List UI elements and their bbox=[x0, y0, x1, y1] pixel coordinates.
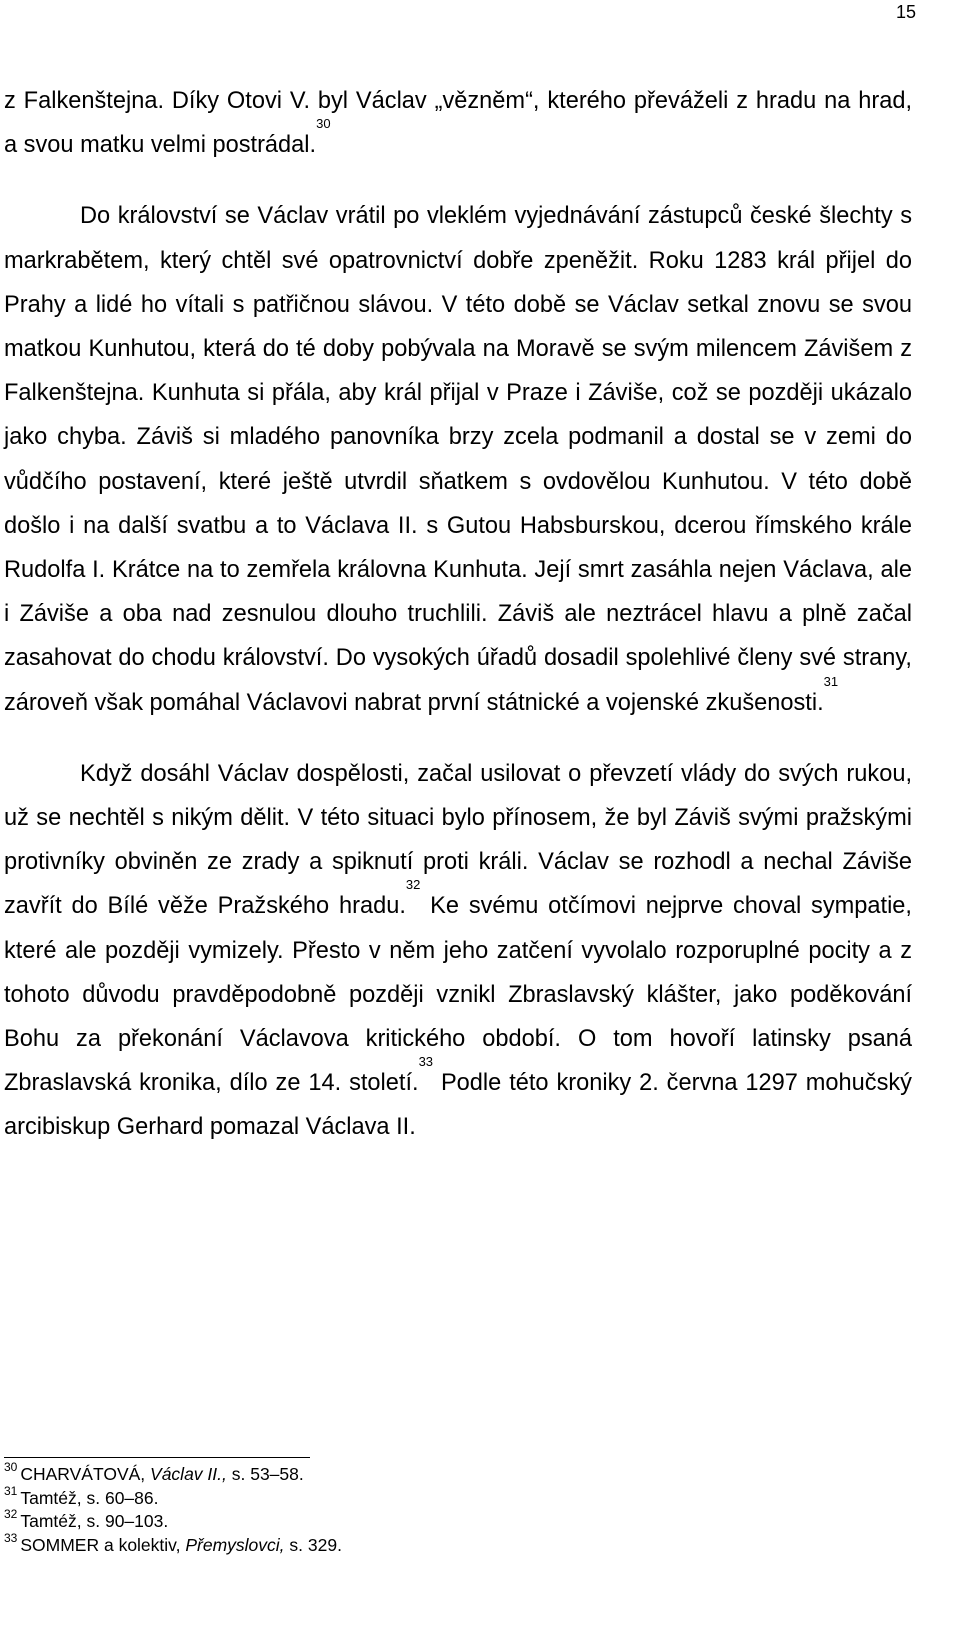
footnote-ref-33[interactable]: 33 bbox=[418, 1054, 434, 1070]
footnote-text: Tamtéž, s. 90–103. bbox=[20, 1511, 169, 1531]
paragraph-text: Ke svému otčímovi nejprve choval sympatie, které ale později vymizely. Přesto v něm jeho zatčení vyvolalo rozporuplné pocity a z tohoto důvodu pravděpodobně později vznikl Zbraslavský klášter, jako poděkování Bohu za překonání Václavova kritického období. O tom hovoří latinsky psaná Zbraslavská kronika, dílo ze 14. století. bbox=[4, 893, 912, 1097]
footnote-separator bbox=[4, 1457, 310, 1458]
paragraph-2 bbox=[4, 194, 912, 724]
footnote-number: 32 bbox=[4, 1507, 18, 1521]
footnote-text: SOMMER a kolektiv, bbox=[20, 1534, 186, 1555]
paragraph-text: Podle této kroniky 2. června 1297 mohučský arcibiskup Gerhard pomazal Václava II. bbox=[4, 1070, 912, 1141]
footnote-31 bbox=[4, 1483, 904, 1511]
footnote-title: Přemyslovci, bbox=[185, 1534, 285, 1555]
body-text bbox=[4, 79, 912, 1150]
paragraph-3 bbox=[4, 752, 912, 1150]
page-number: 15 bbox=[895, 2, 916, 22]
paragraph-text: Když dosáhl Václav dospělosti, začal usilovat o převzetí vlády do svých rukou, už se nechtěl s nikým dělit. V této situaci bylo přínosem, že byl Záviš svými pražskými protivníky obviněn ze zrady a spiknutí proti králi. Václav se rozhodl a nechal Záviše zavřít do Bílé věže Pražského hradu. bbox=[4, 760, 912, 920]
footnote-ref-31[interactable]: 31 bbox=[823, 673, 839, 689]
footnote-pages: s. 53–58. bbox=[226, 1464, 304, 1484]
footnote-number: 31 bbox=[4, 1483, 18, 1498]
footnote-32 bbox=[4, 1507, 904, 1534]
paragraph-text: Do království se Václav vrátil po vleklém vyjednávání zástupců české šlechty s markrabětem, který chtěl své opatrovnictví dobře zpeněžit. Roku 1283 král přijel do Prahy a lidé ho vítali s patřičnou slávou. V této době se Václav setkal znovu se svou matkou Kunhutou, která do té doby pobývala na Moravě se svým milencem Závišem z Falkenštejna. Kunhuta si přála, aby král přijal v Praze i Záviše, což se později ukázalo jako chyba. Záviš si mladého panovníka brzy zcela podmanil a dostal se v zemi do vůdčího postavení, které ještě utvrdil sňatkem s ovdovělou Kunhutou. V této době došlo i na další svatbu a to Václava II. s Gutou Habsburskou, dcerou římského krále Rudolfa I. Krátce na to zemřela královna Kunhuta. Její smrt zasáhla nejen Václava, ale i Záviše a oba nad zesnulou dlouho truchlili. Záviš ale neztrácel hlavu a plně začal zasahovat do chodu království. Do vysokých úřadů dosadil spolehlivé členy své strany, zároveň však pomáhal Václavovi nabrat první státnické a vojenské zkušenosti. bbox=[4, 203, 912, 716]
paragraph-text: z Falkenštejna. Díky Otovi V. byl Václav „vězněm“, kterého převáželi z hradu na hrad, a svou matku velmi postrádal. bbox=[4, 88, 912, 159]
footnote-ref-30[interactable]: 30 bbox=[316, 116, 331, 132]
footnote-title: Václav II., bbox=[150, 1464, 227, 1484]
paragraph-1 bbox=[4, 79, 912, 167]
footnote-30 bbox=[4, 1460, 904, 1487]
footnote-pages: s. 329. bbox=[284, 1534, 342, 1555]
footnote-number: 30 bbox=[4, 1460, 18, 1474]
footnote-number: 33 bbox=[4, 1530, 18, 1545]
footnote-ref-32[interactable]: 32 bbox=[405, 877, 421, 893]
footnote-text: CHARVÁTOVÁ, bbox=[20, 1464, 151, 1484]
footnote-text: Tamtéž, s. 60–86. bbox=[20, 1487, 159, 1508]
footnote-33 bbox=[4, 1530, 904, 1558]
footnotes bbox=[4, 1460, 904, 1557]
